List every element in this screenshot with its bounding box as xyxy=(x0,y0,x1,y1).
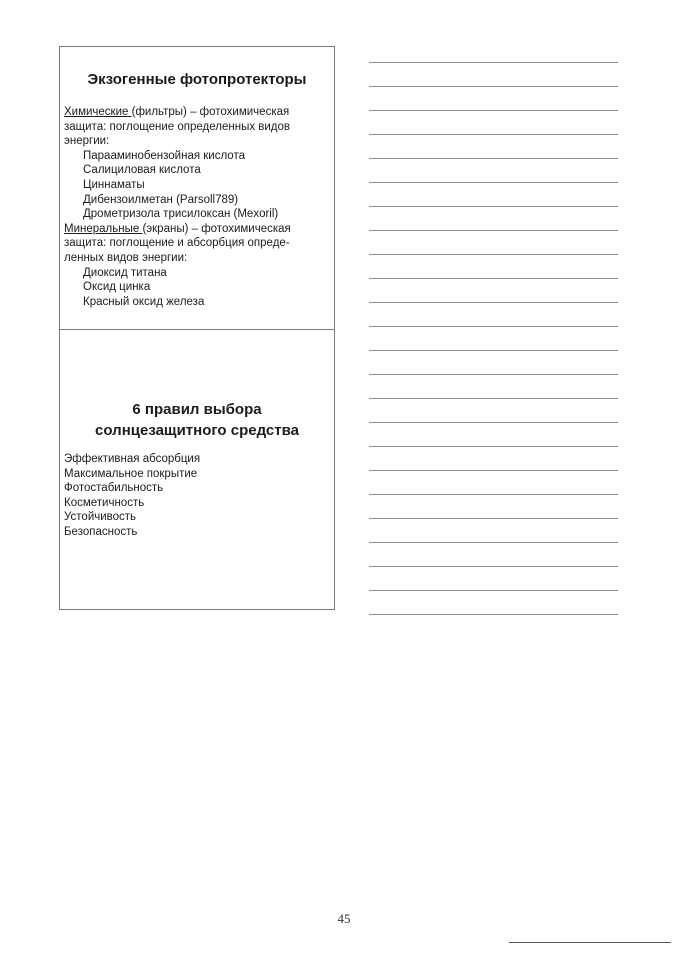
list-item: Оксид цинка xyxy=(83,281,151,294)
list-item: Фотостабильность xyxy=(64,482,164,495)
list-item: Диоксид титана xyxy=(83,266,167,279)
chemical-desc-line1: (фильтры) – фотохимическая xyxy=(131,106,290,118)
chemical-desc-line2: защита: поглощение определенных видов xyxy=(64,120,291,133)
note-line xyxy=(369,110,618,111)
mineral-term: Минеральные xyxy=(64,222,143,235)
note-line xyxy=(369,614,618,615)
list-item: Парааминобензойная кислота xyxy=(83,149,245,162)
note-line xyxy=(369,62,618,63)
note-line xyxy=(369,182,618,183)
note-line xyxy=(369,422,618,423)
rules-list xyxy=(64,452,324,540)
note-line xyxy=(369,302,618,303)
slide-divider xyxy=(60,329,334,330)
slide-title: Экзогенные фотопротекторы xyxy=(87,71,307,88)
mineral-description xyxy=(64,222,324,237)
list-item: Максимальное покрытие xyxy=(64,467,198,480)
note-line xyxy=(369,230,618,231)
note-line xyxy=(369,470,618,471)
slide-body xyxy=(64,105,324,309)
slide-title-line1: 6 правил выбора xyxy=(132,401,262,418)
note-line xyxy=(369,278,618,279)
note-line xyxy=(369,542,618,543)
note-line xyxy=(369,350,618,351)
note-line xyxy=(369,86,618,87)
list-item: Дибензоилметан (Parsoll789) xyxy=(83,193,239,206)
list-item: Салициловая кислота xyxy=(83,164,201,177)
note-line xyxy=(369,254,618,255)
mineral-desc-line3: ленных видов энергии: xyxy=(64,251,188,264)
note-line xyxy=(369,518,618,519)
page-number: 45 xyxy=(337,911,351,926)
note-line xyxy=(369,326,618,327)
note-line xyxy=(369,374,618,375)
list-item: Косметичность xyxy=(64,496,145,509)
mineral-desc-line2: защита: поглощение и абсорбция опреде- xyxy=(64,237,290,250)
list-item: Эффективная абсорбция xyxy=(64,453,201,465)
list-item: Красный оксид железа xyxy=(83,295,205,308)
chemical-description xyxy=(64,105,324,120)
list-item: Циннаматы xyxy=(83,178,145,191)
note-line xyxy=(369,134,618,135)
list-item: Безопасность xyxy=(64,525,138,538)
mineral-desc-line1: (экраны) – фотохимическая xyxy=(142,222,291,235)
note-line xyxy=(369,398,618,399)
note-line xyxy=(369,206,618,207)
slides-frame xyxy=(59,46,335,610)
chemical-desc-line3: энергии: xyxy=(64,135,110,148)
chemical-term: Химические xyxy=(64,106,132,118)
note-line xyxy=(369,494,618,495)
note-line xyxy=(369,566,618,567)
slide-title xyxy=(60,399,334,441)
note-line xyxy=(369,446,618,447)
scan-edge-line xyxy=(509,942,671,943)
note-line xyxy=(369,158,618,159)
slide-title-line2: солнцезащитного средства xyxy=(95,422,299,439)
list-item: Дрометризола трисилоксан (Mexoril) xyxy=(83,208,279,221)
note-line xyxy=(369,590,618,591)
list-item: Устойчивость xyxy=(64,511,137,524)
